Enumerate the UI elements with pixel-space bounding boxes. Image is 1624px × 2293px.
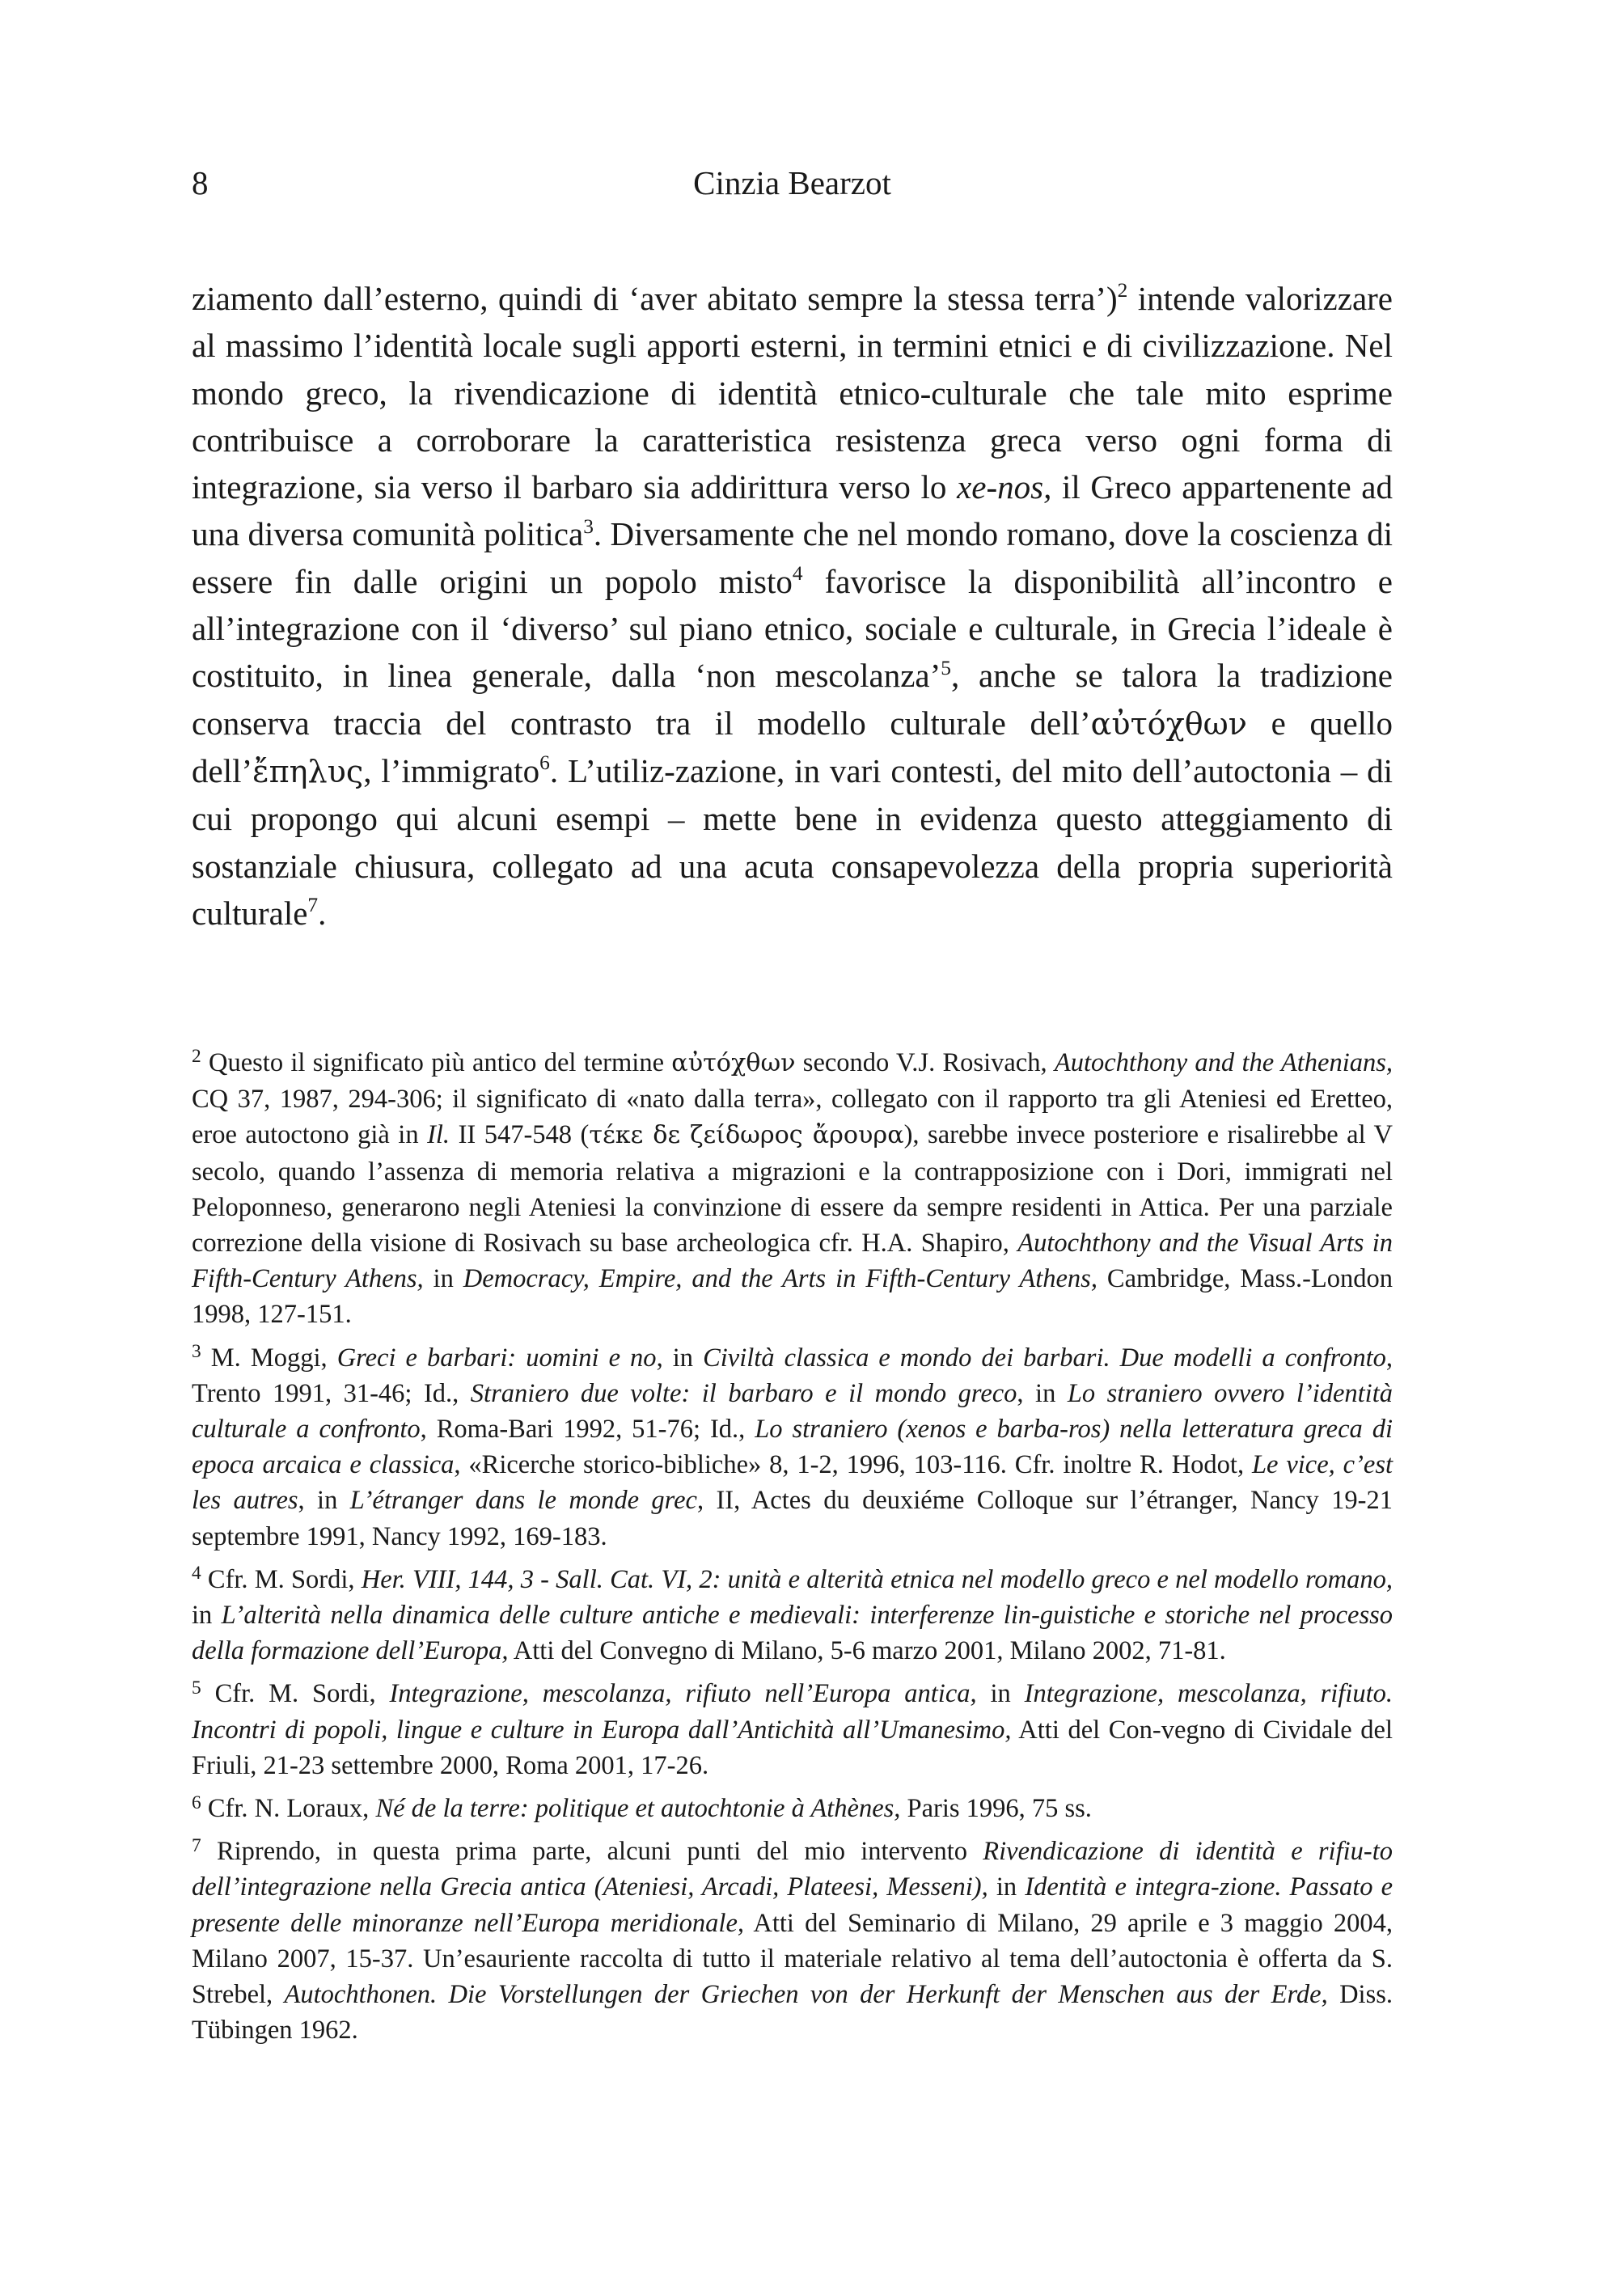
text-run: Riprendo, in questa prima parte, alcuni punti del mio intervento [201, 1837, 983, 1867]
text-run: . [318, 894, 327, 932]
footnote-6 [192, 1791, 1393, 1826]
page-header [192, 159, 1393, 207]
italic-run: Straniero due volte: il barbaro e il mondo greco [470, 1378, 1017, 1408]
footnote-ref: 4 [792, 562, 803, 586]
text-run: Paris 1996, 75 ss. [900, 1794, 1092, 1824]
footnote-text [192, 1343, 1393, 1551]
footnote-5 [192, 1676, 1393, 1783]
text-run: in [988, 1872, 1026, 1902]
italic-run: Identità e integra-zione. Passato e presente delle minoranze nell’Europa meridionale, [192, 1872, 1394, 1938]
text-run: in [976, 1679, 1025, 1709]
text-run: Cambridge, Mass.-London 1998, 127-151. [192, 1264, 1394, 1330]
text-run: Cfr. N. Loraux, [201, 1794, 376, 1824]
italic-run: Le vice, c’est les autres [192, 1450, 1393, 1516]
footnote-text [192, 1048, 1393, 1329]
greek-term: ἔπηλυς [252, 753, 364, 789]
footnote-ref: 3 [583, 514, 594, 538]
text-run: Atti del Convegno di Milano, 5-6 marzo 2001, Milano 2002, 71-81. [508, 1636, 1226, 1666]
text-run: , in [298, 1486, 350, 1516]
footnote-text [192, 1679, 1393, 1779]
footnote-3 [192, 1340, 1393, 1555]
text-run: , in [1017, 1378, 1068, 1408]
footnote-number: 2 [192, 1046, 201, 1068]
footnote-2 [192, 1045, 1393, 1333]
text-run: , anche se talora la tradizione conserva traccia del contrasto tra il modello culturale dell’ [192, 657, 1393, 742]
text-run: , II, Actes du deuxiéme Colloque sur l’étranger, Nancy 19-21 septembre 1991, Nancy 1992, 169-183. [192, 1486, 1394, 1551]
text-run: , in [656, 1343, 704, 1373]
greek-term: αὐτόχθων [1090, 705, 1247, 742]
text-run: , Trento 1991, 31-46; Id., [192, 1343, 1394, 1408]
text-run: intende valorizzare al massimo l’identità locale sugli apporti esterni, in termini etnici e di civilizzazione. Nel mondo greco, la rivendicazione di identità etnico-culturale che tale mito esprime contribuisce a corroborare la caratteristica resistenza greca verso ogni forma di integrazione, sia verso il barbaro sia addirittura verso lo [192, 280, 1393, 506]
footnote-number: 3 [192, 1341, 201, 1363]
footnote-4 [192, 1562, 1393, 1669]
italic-run: Rivendicazione di identità e rifiu-to dell’integrazione nella Grecia antica (Ateniesi, Arcadi, Plateesi, Messeni), [192, 1837, 1393, 1902]
text-run: ziamento dall’esterno, quindi di ‘aver abitato sempre la stessa terra’) [192, 280, 1118, 317]
text-run: e quello dell’ [192, 704, 1393, 789]
italic-run: L’alterità nella dinamica delle culture antiche e medievali: interferenze lin-guistiche e storiche nel processo della formazione dell’Europa, [192, 1601, 1393, 1666]
text-run: Cfr. M. Sordi, [201, 1679, 390, 1709]
text-run: CQ 37, 1987, 294-306; il significato di «nato dalla terra», collegato con il rapporto tra gli Ateniesi ed Eretteo, eroe autoctono già in [192, 1085, 1393, 1150]
text-run: , Roma-Bari 1992, 51-76; Id., [420, 1415, 755, 1445]
italic-run: Lo straniero (xenos e barba-ros) nella letteratura greca di epoca arcaica e classica [192, 1415, 1394, 1480]
footnote-ref: 7 [307, 894, 319, 917]
italic-run: Il. [427, 1120, 450, 1150]
italic-run: L’étranger dans le monde grec [349, 1486, 697, 1516]
main-text [192, 275, 1393, 937]
text-run: Atti del Con-vegno di Cividale del Friuli, 21-23 settembre 2000, Roma 2001, 17-26. [192, 1715, 1393, 1780]
italic-run: xe-nos, [957, 468, 1052, 506]
italic-run: Civiltà classica e mondo dei barbari. Due modelli a confronto [703, 1343, 1386, 1373]
text-run: Cfr. M. Sordi, [201, 1564, 362, 1594]
footnote-text [192, 1834, 1394, 2046]
text-run: il Greco appartenente ad una diversa comunità politica [192, 468, 1394, 553]
body-paragraph [192, 275, 1393, 937]
italic-run: Autochthonen. Die Vorstellungen der Griechen von der Herkunft der Menschen aus der Erde, [284, 1980, 1328, 2010]
italic-run: Integrazione, mescolanza, rifiuto nell’Europa antica, [389, 1679, 977, 1709]
footnote-ref: 2 [1117, 279, 1128, 302]
italic-run: Autochthony and the Visual Arts in Fifth-Century Athens, [192, 1229, 1394, 1294]
italic-run: Autochthony and the Athenians, [1054, 1048, 1393, 1077]
text-run: Diss. Tübingen 1962. [192, 1980, 1394, 2046]
text-run: in [192, 1601, 222, 1631]
footnote-number: 5 [192, 1677, 201, 1699]
footnote-text [192, 1565, 1393, 1665]
italic-run: Né de la terre: politique et autochtonie à Athènes, [375, 1794, 901, 1824]
text-run: in [423, 1264, 463, 1294]
footnote-number: 4 [192, 1563, 201, 1584]
footnote-text [201, 1794, 1092, 1823]
greek-term: τέκε δε ζείδωρος ἄρουρα [589, 1121, 904, 1150]
text-run: favorisce la disponibilità all’incontro e all’integrazione con il ‘diverso’ sul piano etnico, sociale e culturale, in Grecia l’ideale è costituito, in linea generale, dalla ‘non mescolanza’ [192, 562, 1393, 695]
footnote-7 [192, 1834, 1393, 2048]
text-run: , «Ricerche storico-bibliche» 8, 1-2, 1996, 103-116. Cfr. inoltre R. Hodot, [454, 1450, 1252, 1480]
text-run: II 547-548 ( [450, 1120, 590, 1150]
running-head-author: Cinzia Bearzot [693, 164, 891, 201]
italic-run: Her. VIII, 144, 3 - Sall. Cat. VI, 2: unità e alterità etnica nel modello greco e nel modello romano, [361, 1564, 1393, 1594]
page-number: 8 [192, 164, 209, 201]
italic-run: Democracy, Empire, and the Arts in Fifth-Century Athens, [463, 1264, 1097, 1294]
italic-run: Lo straniero ovvero l’identità culturale a confronto [192, 1378, 1393, 1445]
footnote-number: 6 [192, 1792, 201, 1813]
italic-run: Integrazione, mescolanza, rifiuto. Incontri di popoli, lingue e culture in Europa dall’Antichità all’Umanesimo, [192, 1679, 1393, 1745]
text-run: Atti del Seminario di Milano, 29 aprile e 3 maggio 2004, Milano 2007, 15-37. Un’esauriente raccolta di tutto il materiale relativo al tema dell’autoctonia è offerta da S. Strebel, [192, 1908, 1393, 2010]
footnote-ref: 6 [539, 751, 550, 775]
footnotes-section [192, 1045, 1393, 2055]
footnote-number: 7 [192, 1834, 201, 1856]
text-run: Questo il significato più antico del termine [201, 1048, 672, 1077]
footnote-ref: 5 [941, 656, 951, 679]
italic-run: Greci e barbari: uomini e no [336, 1343, 657, 1373]
text-run: . L’utiliz-zazione, in vari contesti, del mito dell’autoctonia – di cui propongo qui alcuni esempi – mette bene in evidenza questo atteggiamento di sostanziale chiusura, collegato ad una acuta consapevolezza della propria superiorità culturale [192, 751, 1393, 932]
text-run: . Diversamente che nel mondo romano, dove la coscienza di essere fin dalle origini un popolo misto [192, 515, 1393, 600]
text-run: , l’immigrato [363, 751, 540, 789]
text-run: M. Moggi, [201, 1343, 337, 1373]
text-run: secondo V.J. Rosivach, [795, 1048, 1055, 1077]
greek-term: αὐτόχθων [671, 1049, 796, 1077]
text-run: ), sarebbe invece posteriore e risalirebbe al V secolo, quando l’assenza di memoria relativa a migrazioni e la contrapposizione con i Dori, immigrati nel Peloponneso, generarono negli Ateniesi la convinzione di essere da sempre residenti in Attica. Per una parziale correzione della visione di Rosivach su base archeologica cfr. H.A. Shapiro, [192, 1120, 1393, 1259]
